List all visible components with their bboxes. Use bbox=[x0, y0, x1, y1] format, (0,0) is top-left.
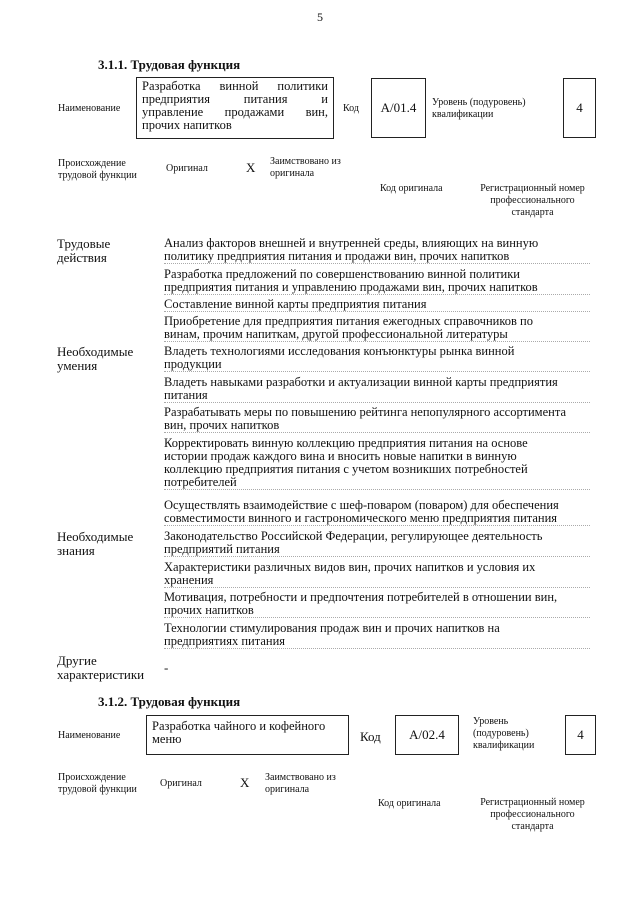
level-label-1: Уровень (подуровень) квалификации bbox=[432, 97, 526, 120]
origin-label-1: Происхождение трудовой функции bbox=[58, 158, 137, 181]
action-item bbox=[164, 315, 590, 342]
orig-code-label-2: Код оригинала bbox=[378, 798, 441, 809]
name-label-2: Наименование bbox=[58, 730, 121, 741]
knowledge-item bbox=[164, 561, 590, 588]
text-line: предприятиях питания bbox=[164, 634, 286, 648]
borrowed-label-1: Заимствовано из оригинала bbox=[270, 156, 341, 179]
original-mark-1: X bbox=[246, 160, 256, 175]
reg-number-label-1: Регистрационный номер профессионального стандарта bbox=[480, 183, 585, 218]
text-line: Технологии стимулирования продаж вин и прочих напитков на bbox=[164, 621, 500, 635]
text-line: хранения bbox=[164, 573, 214, 587]
function-name-line: меню bbox=[152, 732, 182, 746]
section-title-2: 3.1.2. Трудовая функция bbox=[98, 694, 241, 709]
text-line: Корректировать винную коллекцию предприятия питания на основе bbox=[164, 436, 528, 450]
name-label-1: Наименование bbox=[58, 103, 121, 114]
text-line: Характеристики различных видов вин, прочих напитков и условия их bbox=[164, 560, 536, 574]
action-item bbox=[164, 237, 590, 264]
text-line: политику предприятия питания и продажи вин, прочих напитков bbox=[164, 249, 510, 263]
section-title-1: 3.1.1. Трудовая функция bbox=[98, 57, 241, 72]
origin-label-2: Происхождение трудовой функции bbox=[58, 772, 137, 795]
text-line: Анализ факторов внешней и внутренней среды, влияющих на винную bbox=[164, 236, 539, 250]
text-line: коллекцию предприятия питания с учетом возникших потребностей bbox=[164, 462, 528, 476]
text-line: Составление винной карты предприятия питания bbox=[164, 297, 427, 311]
text-line: совместимости винного и гастрономического меню предприятия питания bbox=[164, 511, 558, 525]
borrowed-label-2: Заимствовано из оригинала bbox=[265, 772, 336, 795]
level-box-1: 4 bbox=[563, 78, 596, 138]
other-value: - bbox=[164, 660, 169, 675]
original-label-1: Оригинал bbox=[166, 163, 208, 174]
code-box-2: А/02.4 bbox=[395, 715, 459, 755]
knowledge-item bbox=[164, 530, 590, 557]
level-label-2: Уровень (подуровень) квалификации bbox=[473, 716, 535, 751]
text-line: Осуществлять взаимодействие с шеф-поваром (поваром) для обеспечения bbox=[164, 498, 559, 512]
original-mark-2: X bbox=[240, 775, 250, 790]
code-box-1: А/01.4 bbox=[371, 78, 426, 138]
skill-item bbox=[164, 345, 590, 372]
actions-label: Трудовые действия bbox=[57, 236, 111, 265]
text-line: Законодательство Российской Федерации, регулирующее деятельность bbox=[164, 529, 543, 543]
orig-code-label-1: Код оригинала bbox=[380, 183, 443, 194]
text-line: Мотивация, потребности и предпочтения потребителей в отношении вин, bbox=[164, 590, 558, 604]
text-line: предприятия питания и управлению продажами вин, прочих напитков bbox=[164, 280, 538, 294]
knowledge-item bbox=[164, 622, 590, 649]
text-line: Разработка предложений по совершенствованию винной политики bbox=[164, 267, 520, 281]
function-name-line: прочих напитков bbox=[142, 118, 232, 132]
skill-item bbox=[164, 376, 590, 403]
function-name-box-2 bbox=[146, 715, 349, 755]
text-line: истории продаж каждого вина и вносить новые напитки в винную bbox=[164, 449, 517, 463]
function-name-line: Разработка винной политики bbox=[142, 79, 328, 93]
knowledge-label: Необходимые знания bbox=[57, 529, 134, 558]
text-line: вин, прочих напитков bbox=[164, 418, 280, 432]
text-line: предприятий питания bbox=[164, 542, 280, 556]
function-name-line: управление продажами вин, bbox=[142, 105, 328, 119]
function-name-box-1 bbox=[136, 77, 334, 139]
level-box-2: 4 bbox=[565, 715, 596, 755]
page-number: 5 bbox=[317, 10, 323, 24]
function-name-line: Разработка чайного и кофейного bbox=[152, 719, 326, 733]
text-line: Владеть технологиями исследования конъюнктуры рынка винной bbox=[164, 344, 515, 358]
action-item bbox=[164, 298, 590, 312]
function-name-line: предприятия питания и bbox=[142, 92, 328, 106]
text-line: потребителей bbox=[164, 475, 237, 489]
text-line: питания bbox=[164, 388, 208, 402]
skills-label: Необходимые умения bbox=[57, 344, 134, 373]
text-line: винам, прочим напиткам, другой профессиональной литературы bbox=[164, 327, 508, 341]
action-item bbox=[164, 268, 590, 295]
code-label-2: Код bbox=[360, 729, 381, 744]
knowledge-item bbox=[164, 591, 590, 618]
text-line: продукции bbox=[164, 357, 222, 371]
skill-item bbox=[164, 437, 590, 490]
other-label: Другие характеристики bbox=[57, 653, 145, 682]
text-line: Владеть навыками разработки и актуализации винной карты предприятия bbox=[164, 375, 558, 389]
skill-item bbox=[164, 499, 590, 526]
text-line: прочих напитков bbox=[164, 603, 254, 617]
original-label-2: Оригинал bbox=[160, 778, 202, 789]
skill-item bbox=[164, 406, 590, 433]
text-line: Приобретение для предприятия питания ежегодных справочников по bbox=[164, 314, 533, 328]
reg-number-label-2: Регистрационный номер профессионального стандарта bbox=[480, 797, 585, 832]
text-line: Разрабатывать меры по повышению рейтинга непопулярного ассортимента bbox=[164, 405, 566, 419]
code-label-1: Код bbox=[343, 103, 359, 114]
